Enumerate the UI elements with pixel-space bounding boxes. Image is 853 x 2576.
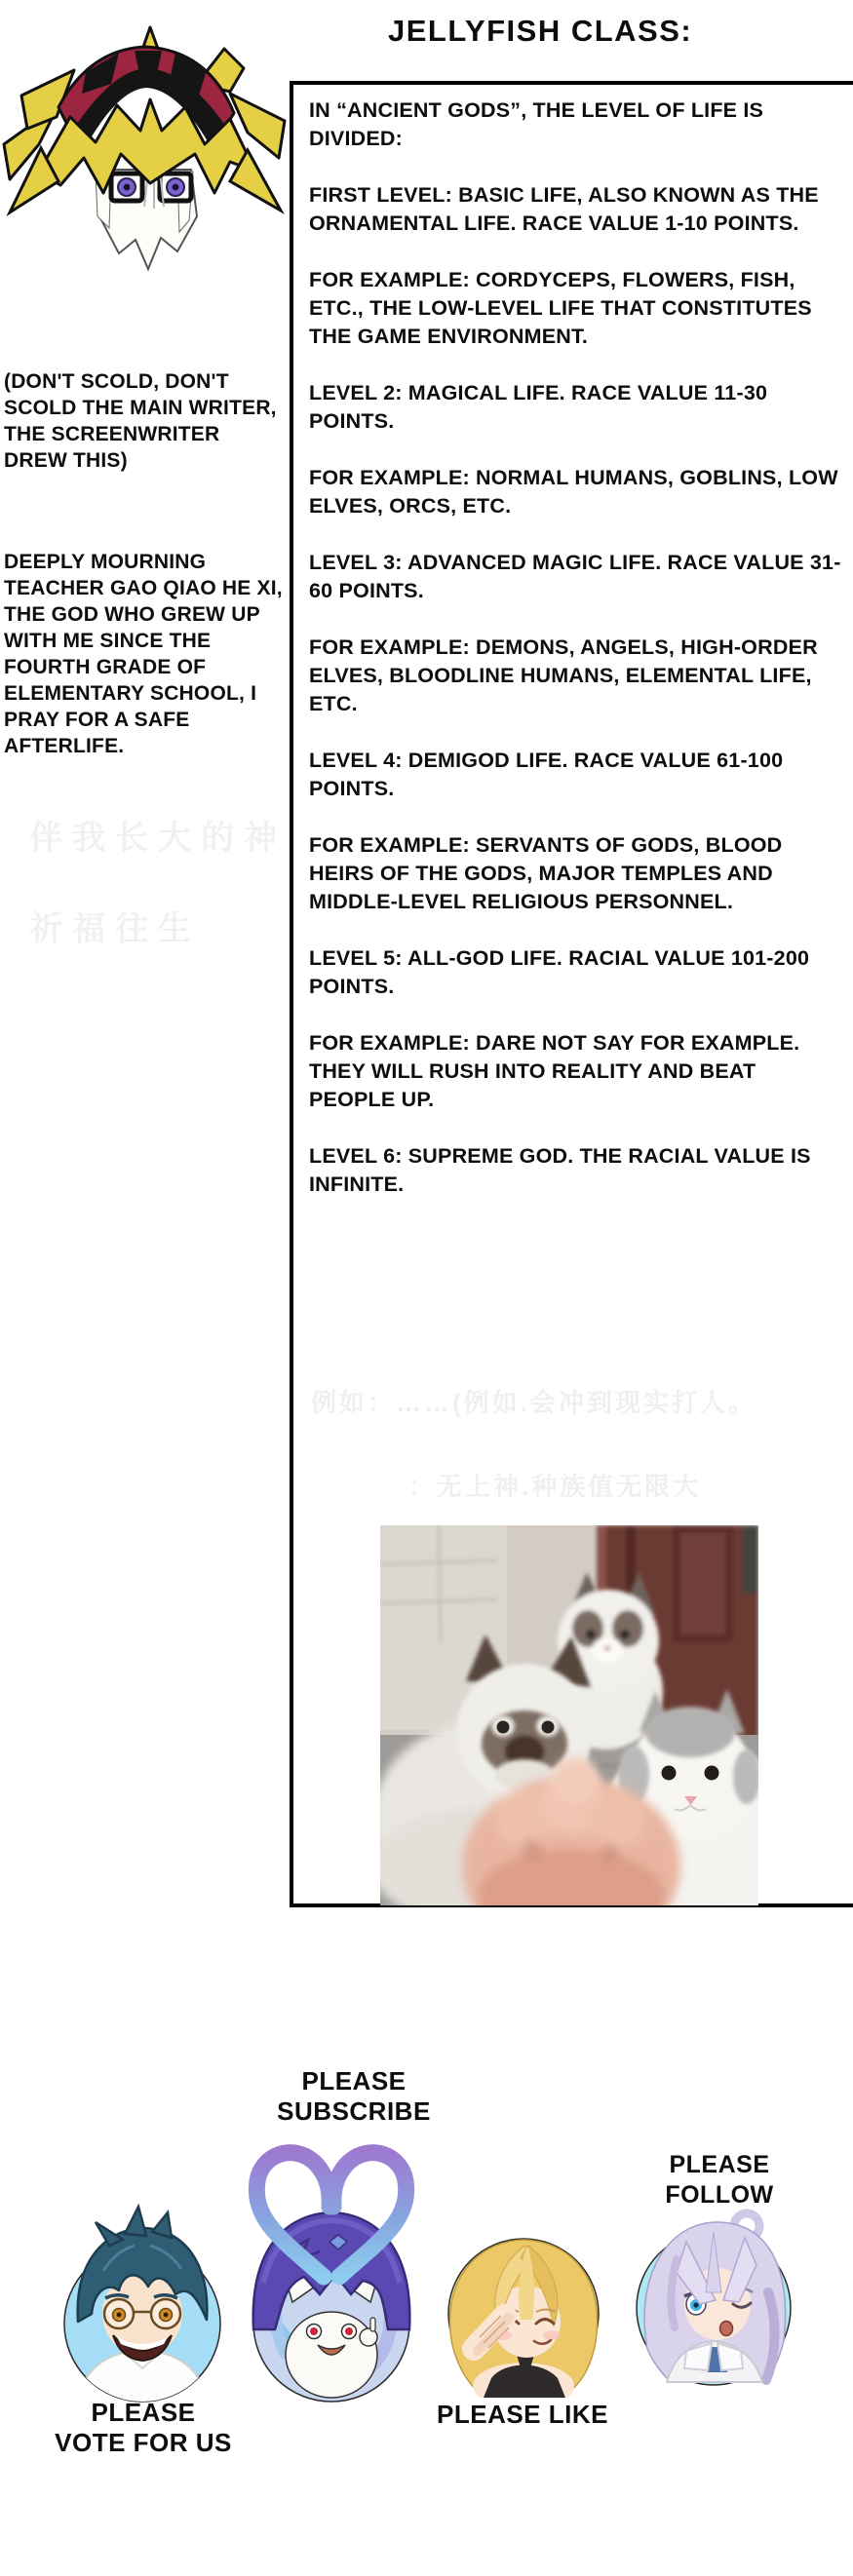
info-paragraph: FOR EXAMPLE: NORMAL HUMANS, GOBLINS, LOW ELVES, ORCS, ETC. — [309, 466, 838, 518]
info-paragraph: LEVEL 3: ADVANCED MAGIC LIFE. RACE VALUE 31-60 POINTS. — [309, 551, 841, 602]
vote-label: PLEASE VOTE FOR US — [55, 2398, 232, 2457]
cats-photo — [380, 1525, 758, 1905]
info-paragraph: LEVEL 4: DEMIGOD LIFE. RACE VALUE 61-100 POINTS. — [309, 749, 784, 800]
info-paragraph: FOR EXAMPLE: DARE NOT SAY FOR EXAMPLE. THEY WILL RUSH INTO REALITY AND BEAT PEOPLE UP. — [309, 1031, 800, 1111]
info-paragraph: FIRST LEVEL: BASIC LIFE, ALSO KNOWN AS THE ORNAMENTAL LIFE. RACE VALUE 1-10 POINTS. — [309, 183, 819, 235]
scold-note: (DON'T SCOLD, DON'T SCOLD THE MAIN WRITER, THE SCREENWRITER DREW THIS) — [4, 370, 277, 472]
subscribe-avatar — [234, 2127, 429, 2405]
watermark-text: ：无上神.种族值无限大 — [408, 1472, 702, 1501]
blue-haired-boy-icon — [57, 2203, 228, 2405]
like-label: PLEASE LIKE — [437, 2400, 608, 2429]
info-paragraph: LEVEL 6: SUPREME GOD. THE RACIAL VALUE IS INFINITE. — [309, 1144, 811, 1196]
info-paragraph: LEVEL 5: ALL-GOD LIFE. RACIAL VALUE 101-200 POINTS. — [309, 946, 810, 998]
info-box — [290, 81, 853, 1907]
silver-haired-person-icon — [632, 2205, 797, 2390]
watermark-text: 祈福往生 — [29, 910, 201, 947]
page-title: JELLYFISH CLASS: — [388, 14, 693, 48]
info-paragraph: FOR EXAMPLE: DEMONS, ANGELS, HIGH-ORDER ELVES, BLOODLINE HUMANS, ELEMENTAL LIFE, ETC. — [309, 635, 818, 715]
info-box-text — [293, 85, 853, 1199]
subscribe-label: PLEASE SUBSCRIBE — [277, 2066, 431, 2126]
watermark-text: 例如：……(例如.会冲到现实打人。 — [311, 1388, 756, 1417]
follow-label: PLEASE FOLLOW — [665, 2151, 774, 2209]
follow-avatar — [632, 2205, 797, 2390]
blonde-girl-icon — [441, 2230, 606, 2398]
info-paragraph: IN “ANCIENT GODS”, THE LEVEL OF LIFE IS DIVIDED: — [309, 98, 764, 150]
info-paragraph: LEVEL 2: MAGICAL LIFE. RACE VALUE 11-30 POINTS. — [309, 381, 768, 433]
jellyfish-mascot-icon — [234, 2127, 429, 2405]
info-paragraph: FOR EXAMPLE: SERVANTS OF GODS, BLOOD HEIRS OF THE GODS, MAJOR TEMPLES AND MIDDLE-LEVEL RELIGIOUS PERSONNEL. — [309, 833, 783, 913]
mascot-head-icon — [2, 25, 287, 277]
info-paragraph: FOR EXAMPLE: CORDYCEPS, FLOWERS, FISH, ETC., THE LOW-LEVEL LIFE THAT CONSTITUTES THE GAME ENVIRONMENT. — [309, 268, 812, 348]
vote-avatar — [57, 2203, 228, 2405]
mascot-head-svg — [2, 25, 287, 277]
like-avatar — [441, 2230, 606, 2398]
mourning-note: DEEPLY MOURNING TEACHER GAO QIAO HE XI, THE GOD WHO GREW UP WITH ME SINCE THE FOURTH GRADE OF ELEMENTARY SCHOOL, I PRAY FOR A SAFE AFTERLIFE. — [4, 551, 283, 757]
watermark-text: 伴我长大的神 — [29, 820, 287, 857]
